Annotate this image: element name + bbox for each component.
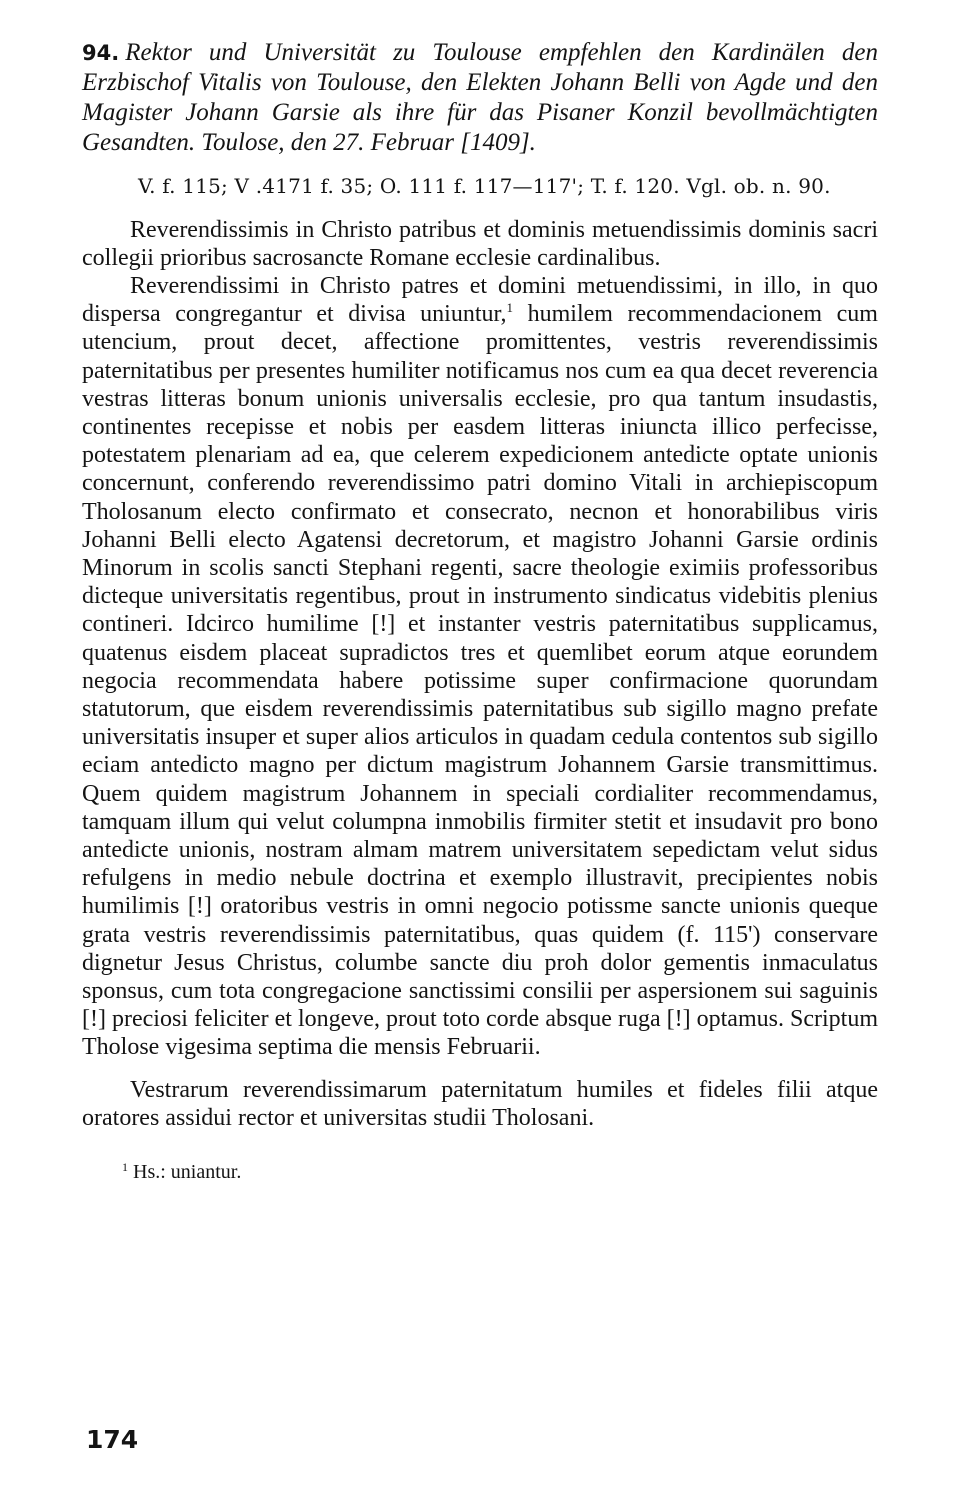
letter-closing: Vestrarum reverendissimarum paternitatum humiles et fideles filii atque oratores assidui rector et universitas studii Tholosani. — [82, 1076, 878, 1131]
footnote-reference: 1 — [506, 300, 514, 316]
source-references: V. f. 115; V .4171 f. 35; O. 111 f. 117—117'; T. f. 120. Vgl. ob. n. 90. — [138, 174, 831, 198]
page-number: 174 — [86, 1425, 139, 1454]
letter-address: Reverendissimis in Christo patribus et dominis metuendissimis dominis sacri collegii prioribus sacrosancte Romane ecclesie cardinalibus. — [82, 217, 878, 271]
footnote-text: Hs.: uniantur. — [128, 1160, 242, 1183]
document-heading — [82, 38, 878, 158]
letter-body — [82, 272, 878, 1062]
footnote — [122, 1160, 878, 1184]
document-number: 94. — [82, 41, 120, 65]
document-title: Rektor und Universität zu Toulouse empfehlen den Kardinälen den Erzbischof Vitalis von Toulouse, den Elekten Johann Belli von Agde und den Magister Johann Garsie als ihre für das Pisaner Konzil bevollmächtigten Gesandten. Toulose, den 27. Februar [1409]. — [82, 39, 878, 156]
letter-body-part-2: humilem recommendacionem cum utencium, prout decet, affectione promittentes, vestris reverendissimis paternitatibus per presentes humiliter notificamus nos cum ea qua decet reverencia vestras litteras bonum unionis universalis ecclesie, pro qua tantum insudastis, continentes recepisse et nobis per easdem litteras iniuncta illico perfecisse, potestatem plenariam ad ea, que celerem expedicionem antedicte optate unionis concernunt, conferendo reverendissimo patri domino Vitali in archiepiscopum Tholosanum electo confirmato et consecrato, necnon et honorabilibus viris Johanni Belli electo Agatensi decretorum, et magistro Johanni Garsie ordinis Minorum in scolis sancti Stephani regenti, sacre theologie eximiis professoribus dicteque universitatis regentibus, prout in instrumento sindicatus videbitis plenius contineri. Idcirco humilime [!] et instanter vestris paternitatibus supplicamus, quatenus eisdem placeat supradictos tres et quemlibet eorum atque eorundem negocia recommendata habere potissime super confirmacione quorundam statutorum, que eisdem reverendissimis paternitatibus sub sigillo magno prefate universitatis insuper et super alios articulos in quadam cedula contentos sub sigillo eciam antedicto magno per dictum magistrum Johannem Garsie transmittimus. Quem quidem magistrum Johannem in speciali cordialiter recommendamus, tamquam illum qui velut columpna inmobilis firmiter stetit et insudavit pro bono antedicte unionis, nostram almam matrem universitatem sepedictam velut sidus refulgens in medio nebule doctrina et exemplo illustravit, precipientes nobis humilimis [!] oratoribus vestris in omni negocio potissme sancte unionis queque grata vestris reverendissimis paternitatibus, quas quidem (f. 115') conservare dignetur Jesus Christus, columbe sancte diu proh dolor gementis inmaculatus sponsus, cum tota congregacione sanctissimi consilii per aspersionem sui saguinis [!] preciosi feliciter et longeve, prout toto corde absque ruga [!] optamus. Scriptum Tholose vigesima septima die mensis Februarii. — [82, 301, 878, 1061]
footnote-mark: 1 — [122, 1159, 128, 1174]
document-page — [82, 38, 878, 1184]
letter-body-part-1: Reverendissimi in Christo patres et domini metuendissimi, in illo, in quo dispersa congregantur et divisa uniuntur, — [82, 273, 878, 328]
